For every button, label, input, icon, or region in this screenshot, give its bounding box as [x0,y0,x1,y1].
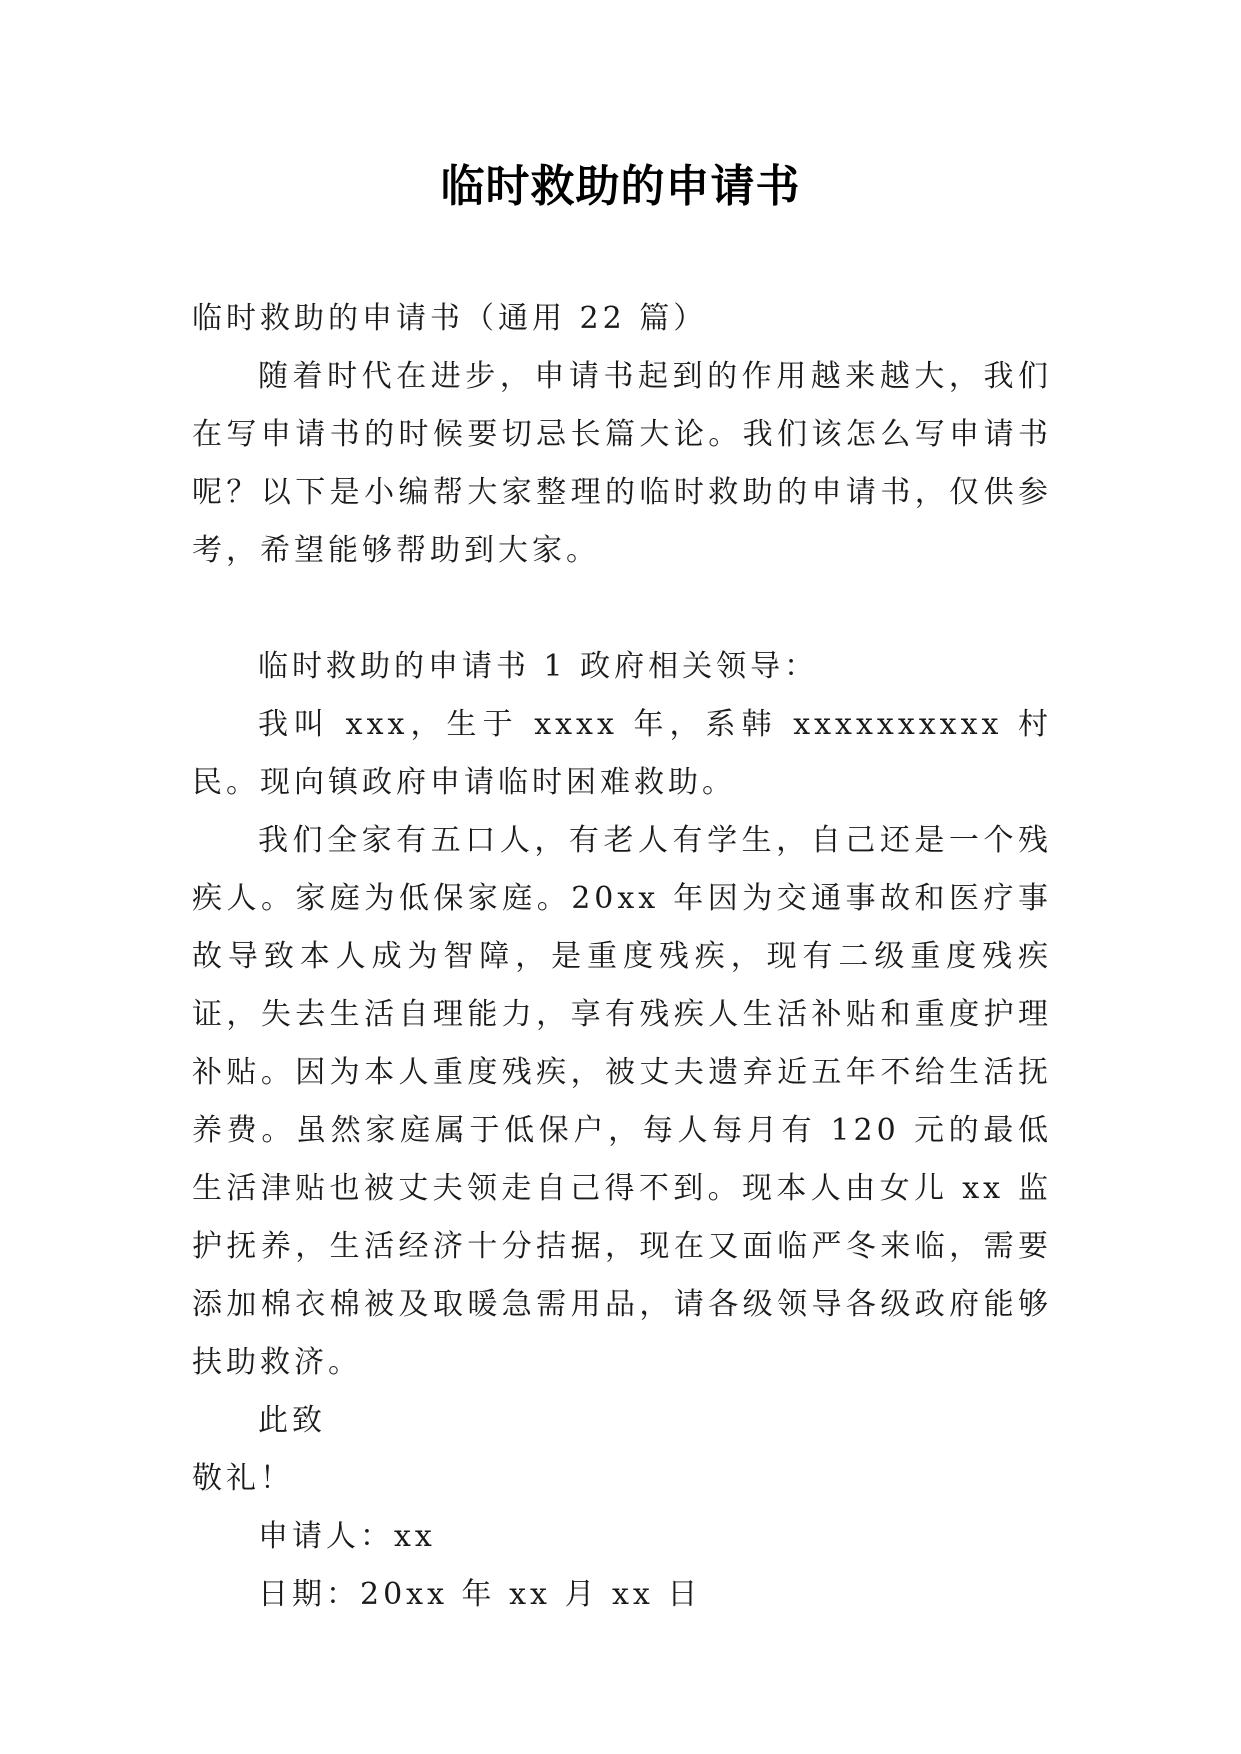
document-title: 临时救助的申请书 [440,161,801,212]
salutation-line: 敬礼！ [192,1461,294,1496]
paragraph-gap [192,580,1052,638]
section-heading: 临时救助的申请书 1 政府相关领导： [258,649,819,684]
document-body [192,290,1052,1624]
date-line: 日期：20xx 年 xx 月 xx 日 [258,1577,702,1612]
applicant-intro-paragraph: 我叫 xxx，生于 xxxx 年，系韩 xxxxxxxxxx 村民。现向镇政府申请临时困难救助。 [192,707,1052,800]
document-subtitle: 临时救助的申请书（通用 22 篇） [192,301,708,336]
applicant-signature: 申请人：xx [258,1519,436,1554]
closing-line: 此致 [258,1403,326,1438]
situation-paragraph: 我们全家有五口人，有老人有学生，自己还是一个残疾人。家庭为低保家庭。20xx 年因为交通事故和医疗事故导致本人成为智障，是重度残疾，现有二级重度残疾证，失去生活自理能力，享有残疾人生活补贴和重度护理补贴。因为本人重度残疾，被丈夫遗弃近五年不给生活抚养费。虽然家庭属于低保户，每人每月有 120 元的最低生活津贴也被丈夫领走自己得不到。现本人由女儿 xx 监护抚养，生活经济十分拮据，现在又面临严冬来临，需要添加棉衣棉被及取暖急需用品，请各级领导各级政府能够扶助救济。 [192,823,1052,1380]
intro-paragraph: 随着时代在进步，申请书起到的作用越来越大，我们在写申请书的时候要切忌长篇大论。我们该怎么写申请书呢？以下是小编帮大家整理的临时救助的申请书，仅供参考，希望能够帮助到大家。 [192,359,1052,568]
